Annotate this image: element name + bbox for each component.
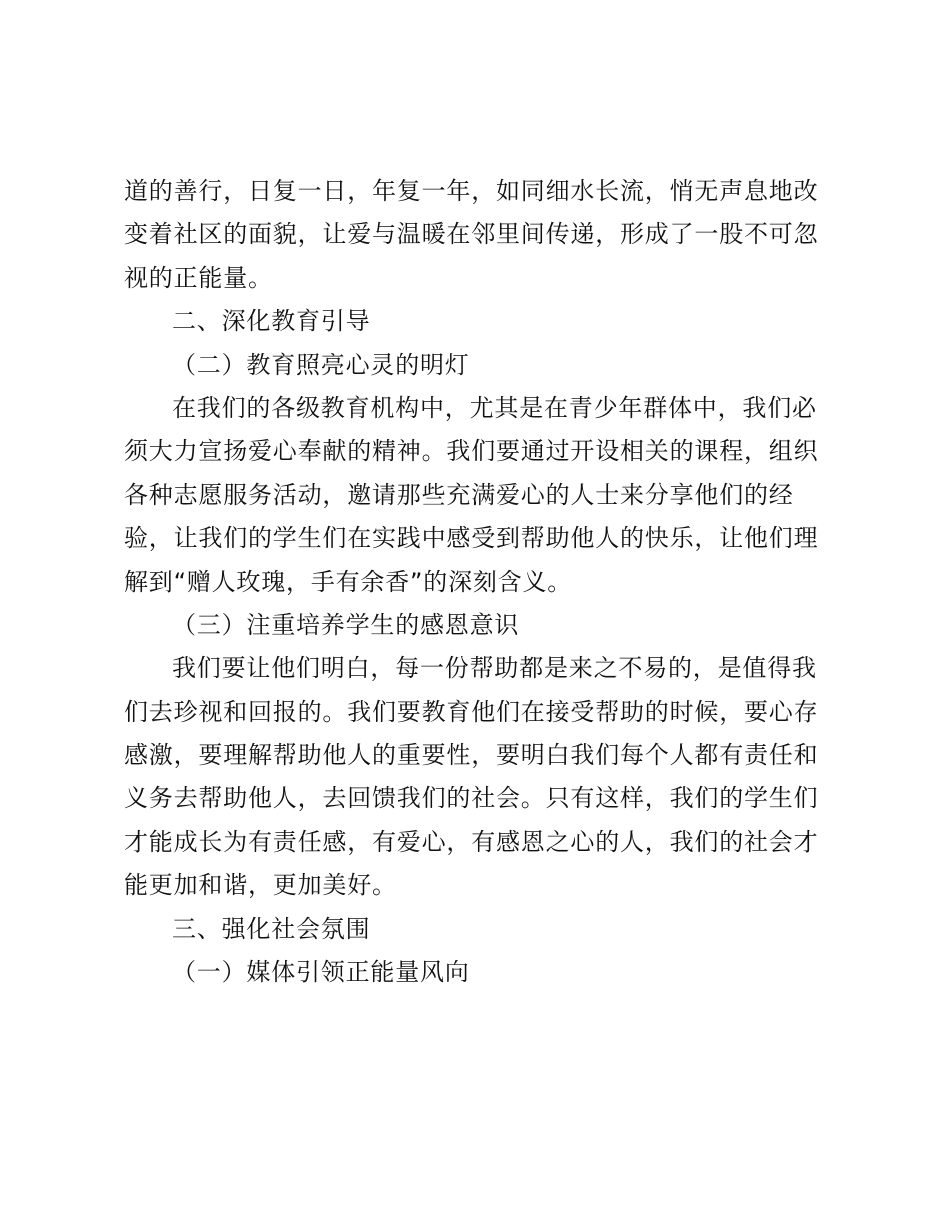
section-heading: 三、强化社会氛围: [172, 914, 371, 943]
paragraph-line: 道的善行，日复一日，年复一年，如同细水长流，悄无声息地改: [124, 177, 819, 205]
subsection-heading: （二）教育照亮心灵的明灯: [172, 350, 470, 379]
paragraph-line: 我们要让他们明白，每一份帮助都是来之不易的，是值得我: [172, 654, 817, 683]
subsection-heading: （三）注重培养学生的感恩意识: [172, 610, 520, 639]
paragraph-line: 在我们的各级教育机构中，尤其是在青少年群体中，我们必: [172, 393, 817, 422]
paragraph-line: 义务去帮助他人，去回馈我们的社会。只有这样，我们的学生们: [124, 784, 819, 813]
paragraph-line: 各种志愿服务活动，邀请那些充满爱心的人士来分享他们的经: [124, 480, 794, 509]
paragraph-line: 解到“赠人玫瑰，手有余香”的深刻含义。: [124, 567, 573, 596]
section-heading: 二、深化教育引导: [172, 307, 371, 336]
paragraph-line: 变着社区的面貌，让爱与温暖在邻里间传递，形成了一股不可忽: [124, 220, 819, 249]
paragraph-line: 感激，要理解帮助他人的重要性，要明白我们每个人都有责任和: [124, 741, 819, 770]
paragraph-line: 们去珍视和回报的。我们要教育他们在接受帮助的时候，要心存: [124, 697, 819, 726]
paragraph-line: 视的正能量。: [124, 263, 273, 292]
paragraph-line: 验，让我们的学生们在实践中感受到帮助他人的快乐，让他们理: [124, 524, 819, 553]
paragraph-line: 能更加和谐，更加美好。: [124, 871, 397, 900]
document-body: [124, 170, 824, 994]
paragraph-line: 须大力宣扬爱心奉献的精神。我们要通过开设相关的课程，组织: [124, 437, 819, 466]
paragraph-line: 才能成长为有责任感，有爱心，有感恩之心的人，我们的社会才: [124, 827, 819, 856]
subsection-heading: （一）媒体引领正能量风向: [172, 958, 470, 987]
